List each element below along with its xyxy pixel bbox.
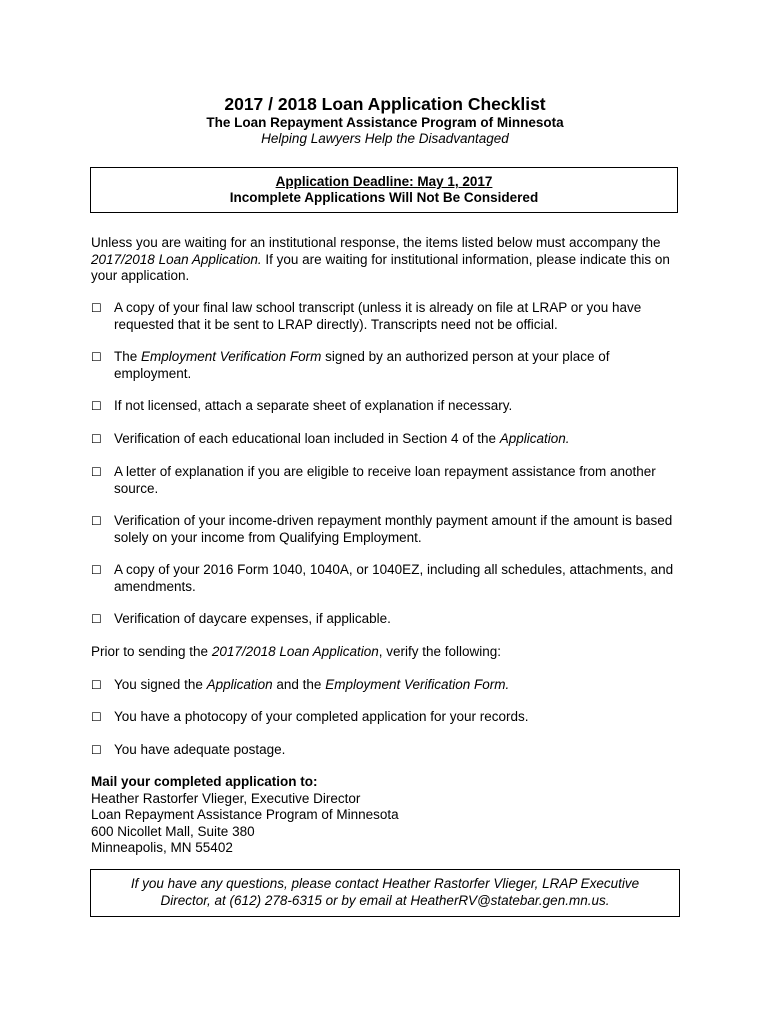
checkbox-icon[interactable]: ☐ <box>91 710 102 724</box>
contact-line: Director, at (612) 278-6315 or by email at HeatherRV@statebar.gen.mn.us. <box>160 892 610 908</box>
item-text: You have a photocopy of your completed application for your records. <box>114 709 529 724</box>
mailing-address-block <box>91 774 399 857</box>
item-text: A copy of your final law school transcript (unless it is already on file at LRAP or you have requested that it be sent to LRAP directly). Transcripts need not be official. <box>114 300 642 332</box>
checkbox-icon[interactable]: ☐ <box>91 743 102 757</box>
page-title: 2017 / 2018 Loan Application Checklist <box>224 94 546 114</box>
checkbox-icon[interactable]: ☐ <box>91 514 102 528</box>
address-line: Loan Repayment Assistance Program of Minnesota <box>91 807 399 822</box>
item-text: Verification of each educational loan included in Section 4 of the Application. <box>114 431 570 446</box>
item-text: A copy of your 2016 Form 1040, 1040A, or 1040EZ, including all schedules, attachments, and amendments. <box>114 562 674 594</box>
checkbox-icon[interactable]: ☐ <box>91 678 102 692</box>
checkbox-icon[interactable]: ☐ <box>91 563 102 577</box>
contact-line: If you have any questions, please contact Heather Rastorfer Vlieger, LRAP Executive <box>130 876 640 891</box>
intro-paragraph: Unless you are waiting for an institutional response, the items listed below must accompany the 2017/2018 Loan Application. If you are waiting for institutional information, please indicate this on your application. <box>91 235 670 283</box>
mail-heading: Mail your completed application to: <box>91 774 318 789</box>
item-text: You signed the Application and the Employment Verification Form. <box>114 677 510 692</box>
address-line: 600 Nicollet Mall, Suite 380 <box>91 823 255 839</box>
address-line: Minneapolis, MN 55402 <box>91 840 233 855</box>
item-text: Verification of your income-driven repayment monthly payment amount if the amount is based solely on your income from Qualifying Employment. <box>114 513 673 545</box>
item-text: If not licensed, attach a separate sheet of explanation if necessary. <box>114 398 513 413</box>
tagline: Helping Lawyers Help the Disadvantaged <box>261 131 509 146</box>
item-text: A letter of explanation if you are eligible to receive loan repayment assistance from another source. <box>114 464 656 496</box>
contact-box <box>90 869 680 917</box>
checkbox-icon[interactable]: ☐ <box>91 432 102 446</box>
checkbox-icon[interactable]: ☐ <box>91 301 102 315</box>
program-name: The Loan Repayment Assistance Program of Minnesota <box>206 115 564 130</box>
checkbox-icon[interactable]: ☐ <box>91 465 102 479</box>
checkbox-icon[interactable]: ☐ <box>91 399 102 413</box>
checkbox-icon[interactable]: ☐ <box>91 350 102 364</box>
deadline-box <box>90 167 678 213</box>
checkbox-icon[interactable]: ☐ <box>91 612 102 626</box>
item-text: Verification of daycare expenses, if applicable. <box>114 611 391 626</box>
item-text: The Employment Verification Form signed by an authorized person at your place of employment. <box>114 349 610 381</box>
deadline-warning: Incomplete Applications Will Not Be Considered <box>229 190 539 205</box>
item-text: You have adequate postage. <box>114 742 286 757</box>
prior-to-sending-text: Prior to sending the 2017/2018 Loan Application, verify the following: <box>91 644 502 659</box>
deadline-date: Application Deadline: May 1, 2017 <box>275 174 493 189</box>
address-line: Heather Rastorfer Vlieger, Executive Director <box>91 790 361 806</box>
